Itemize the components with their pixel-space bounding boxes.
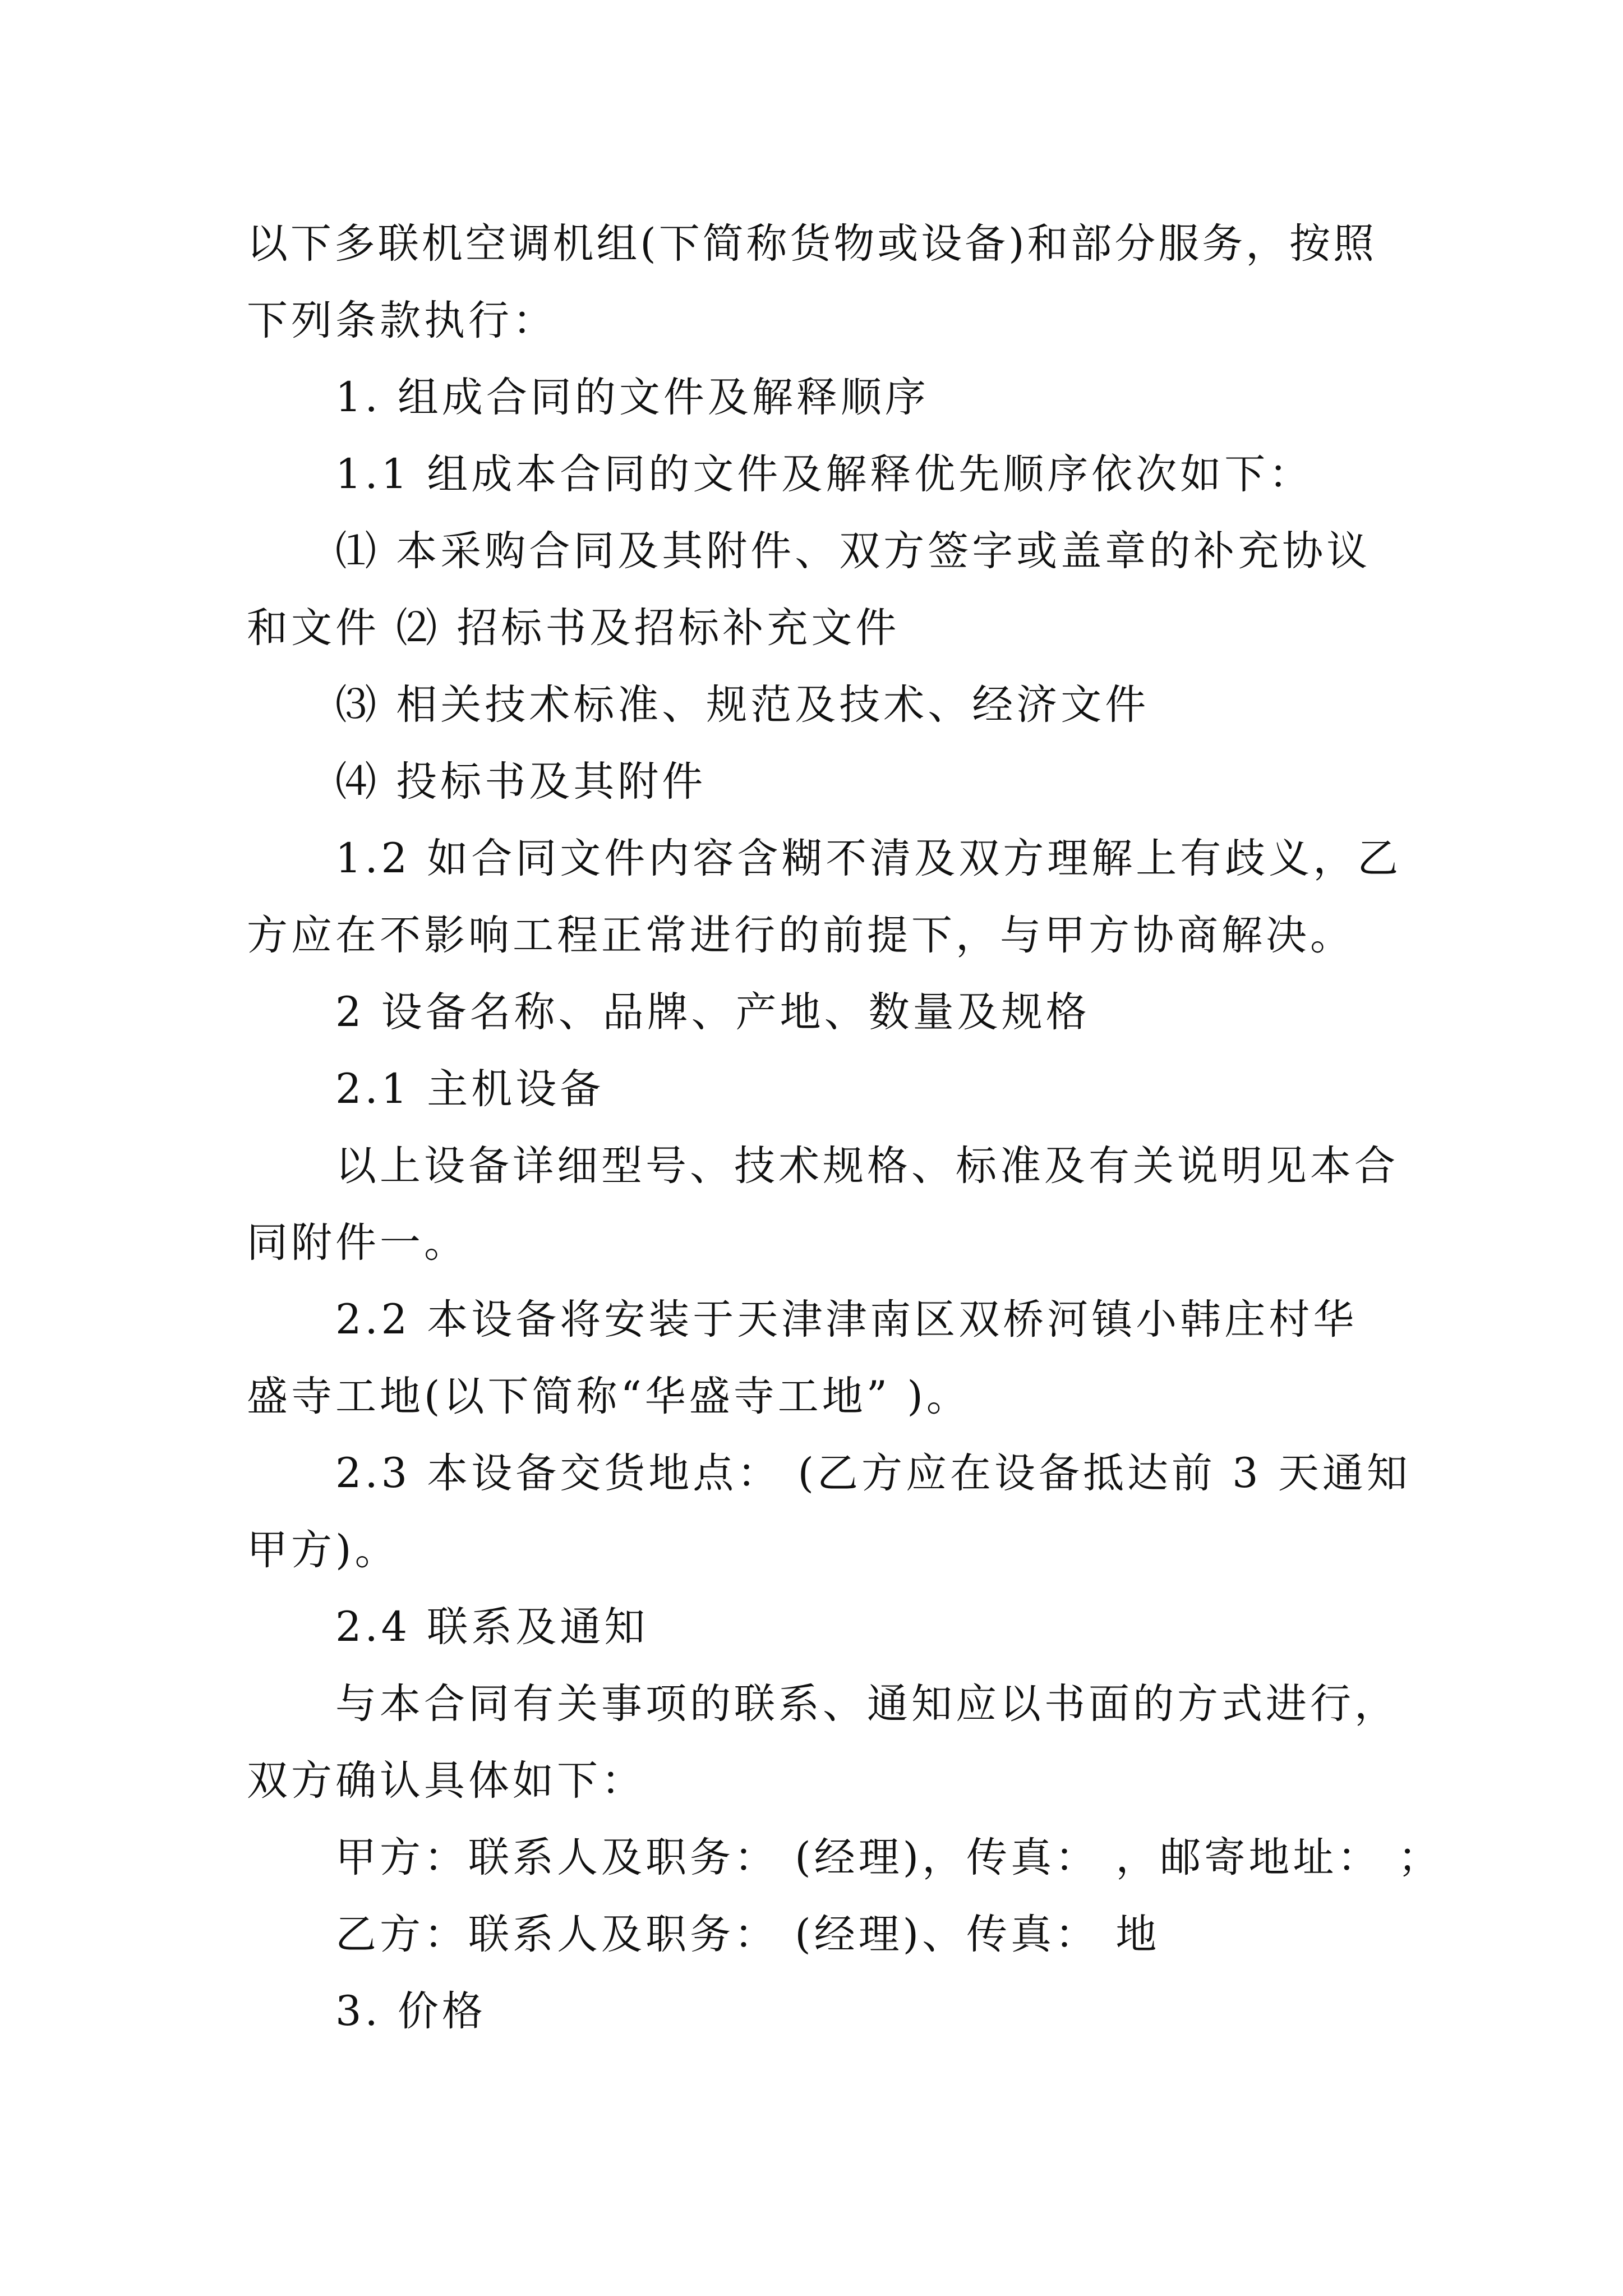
- text-line: ⑴ 本采购合同及其附件、双方签字或盖章的补充协议: [335, 527, 1371, 575]
- text-line: 1.2 如合同文件内容含糊不清及双方理解上有歧义，乙: [335, 835, 1402, 882]
- section-heading: 3. 价格: [335, 1987, 486, 2035]
- text-line: 甲方)。: [247, 1526, 399, 1574]
- text-line: 以 下 多 联 机 空 调 机 组 ( 下 简 称 货 物 或 设 备 ) 和 部 分 服 务 ， 按 照: [247, 220, 1374, 268]
- text-line: 同附件一。: [247, 1219, 468, 1267]
- text-line: 下列条款执行：: [247, 297, 557, 344]
- section-heading: 1. 组成合同的文件及解释顺序: [335, 374, 929, 421]
- text-line: 2.2 本设备将安装于天津津南区双桥河镇小韩庄村华: [335, 1296, 1358, 1343]
- text-line: ⑷ 投标书及其附件: [335, 758, 707, 806]
- text-line: 盛寺工地(以下简称“华盛寺工地” )。: [247, 1373, 971, 1420]
- text-line: ⑶ 相关技术标准、规范及技术、经济文件: [335, 681, 1150, 729]
- text-line: 1.1 组成本合同的文件及解释优先顺序依次如下：: [335, 450, 1313, 498]
- text-line: 2.1 主机设备: [335, 1065, 605, 1113]
- text-line: 以上设备详细型号、技术规格、标准及有关说明见本合: [335, 1142, 1399, 1190]
- text-line: 乙方：联系人及职务： (经理)、传真： 地: [335, 1911, 1160, 1958]
- text-line: 双方确认具体如下：: [247, 1757, 645, 1805]
- text-line: 甲方：联系人及职务： (经理)，传真： ，邮寄地址： ；: [335, 1834, 1442, 1881]
- text-line: 和文件 ⑵ 招标书及招标补充文件: [247, 604, 900, 652]
- text-line: 与本合同有关事项的联系、通知应以书面的方式进行，: [335, 1680, 1399, 1728]
- text-line: 方应在不影响工程正常进行的前提下，与甲方协商解决。: [247, 912, 1354, 959]
- section-heading: 2 设备名称、品牌、产地、数量及规格: [335, 988, 1090, 1036]
- text-line: 2.3 本设备交货地点： (乙方应在设备抵达前 3 天通知: [335, 1450, 1411, 1497]
- text-line: 2.4 联系及通知: [335, 1603, 649, 1651]
